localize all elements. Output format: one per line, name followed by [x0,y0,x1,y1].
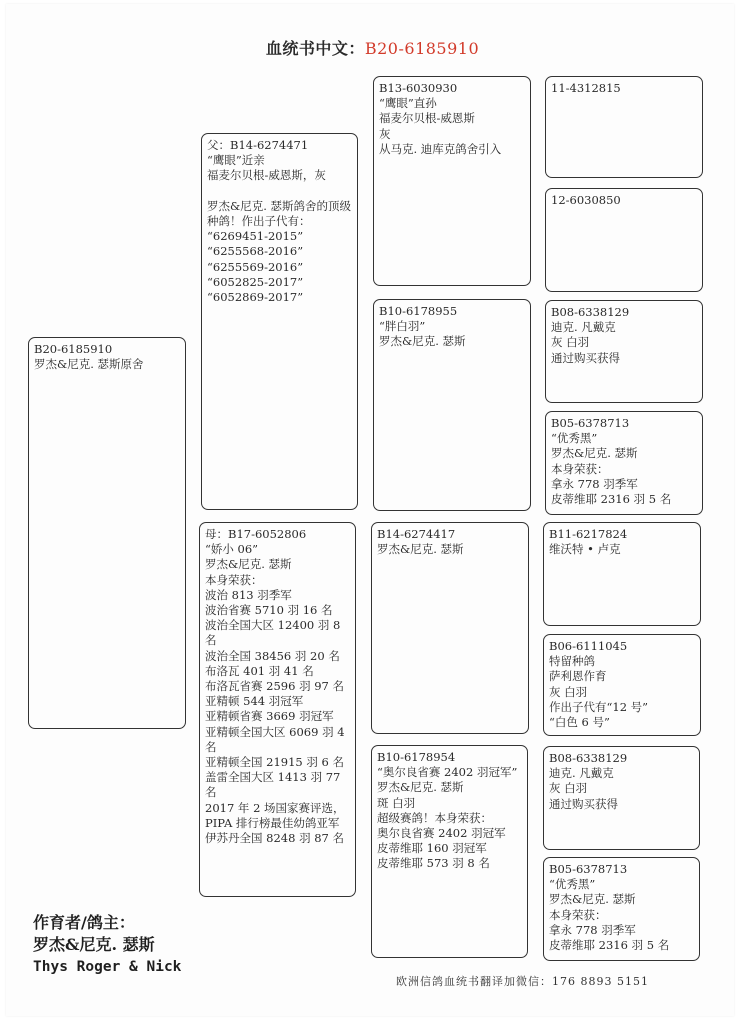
card-line: 罗杰&尼克. 瑟斯 [377,780,464,795]
card-line: 亚精顿 544 羽冠军 [205,694,304,709]
page-title [0,36,745,59]
dam-dam-card [371,745,528,958]
dam-sire-sire-card [543,522,701,626]
card-line: B08-6338129 [549,751,628,765]
card-line: 超级赛鸽！本身荣获： [377,810,492,825]
card-line: 灰 白羽 [549,781,588,796]
card-line: “6269451-2015” [207,229,304,244]
sire-dam-sire-card [545,300,703,403]
card-line: 本身荣获： [551,461,609,476]
card-line: 波治省赛 5710 羽 16 名 [205,603,333,618]
card-line: 伊苏丹全国 8248 羽 87 名 [205,831,345,846]
breeder-name-en: Thys Roger & Nick [33,959,182,975]
card-line: B20-6185910 [34,342,113,356]
card-line: “奥尔良省赛 2402 羽冠军” [377,765,518,780]
sire-sire-card [373,76,531,286]
sire-sire-sire-card [545,76,703,178]
card-line: 灰 [379,126,391,141]
card-line [207,184,352,199]
card-line: 波治全国大区 12400 羽 8 名 [205,618,345,648]
title-label: 血统书中文： [265,39,365,58]
dam-dam-sire-card [543,746,700,850]
card-line: 亚精顿全国 21915 羽 6 名 [205,755,345,770]
card-line: 灰 白羽 [551,335,590,350]
sire-dam-card [373,299,531,511]
title-ring-number: B20-6185910 [364,39,480,58]
card-line: 福麦尔贝根-威恩斯 [379,111,475,126]
card-line: 本身荣获： [205,572,263,587]
card-line: 拿永 778 羽季军 [551,476,638,491]
card-line: “鹰眼”直孙 [379,96,437,111]
card-line: “娇小 06” [205,542,259,557]
card-line: 盖雷全国大区 1413 羽 77 名 [205,770,345,800]
card-line: B05-6378713 [549,862,628,876]
card-line: 迪克. 凡戴克 [551,320,616,335]
sire-sire-dam-card [545,188,703,292]
card-line: 罗杰&尼克. 瑟斯 [377,542,464,557]
card-line: 维沃特 • 卢克 [549,542,621,557]
card-line: 本身荣获： [549,907,607,922]
card-line: B14-6274417 [377,527,456,541]
card-line: 罗杰&尼克. 瑟斯原舍 [34,357,144,372]
breeder-name-cn: 罗杰&尼克. 瑟斯 [33,935,155,954]
card-line: B13-6030930 [379,81,458,95]
card-line: B08-6338129 [551,305,630,319]
card-line: “白色 6 号” [549,715,610,730]
translator-contact: 欧洲信鸽血统书翻译加微信：176 8893 5151 [396,975,649,988]
card-line: “6052869-2017” [207,290,304,305]
dam-sire-dam-card [543,634,701,736]
card-line: 亚精顿省赛 3669 羽冠军 [205,709,334,724]
card-line: 通过购买获得 [549,796,618,811]
card-line: 皮蒂维耶 573 羽 8 名 [377,856,490,871]
card-line: 皮蒂维耶 2316 羽 5 名 [549,938,670,953]
card-line: 迪克. 凡戴克 [549,766,614,781]
card-line: 灰 白羽 [549,684,588,699]
card-line: 波治 813 羽季军 [205,587,292,602]
card-line: B06-6111045 [549,639,628,653]
breeder-label: 作育者/鸽主： [33,913,135,932]
card-line: 罗杰&尼克. 瑟斯 [551,446,638,461]
card-line: 布洛瓦省赛 2596 羽 97 名 [205,679,345,694]
sire-card [201,133,358,510]
dam-dam-dam-card [543,857,700,961]
card-line: 罗杰&尼克. 瑟斯鸽舍的顶级种鸽！作出子代有： [207,198,352,229]
card-line: “6255569-2016” [207,259,304,274]
card-line: 福麦尔贝根-威恩斯，灰 [207,168,326,183]
card-line: 亚精顿全国大区 6069 羽 4 名 [205,724,349,754]
card-line: 2017 年 2 场国家赛评选，PIPA 排行榜最佳幼鸽亚军 [205,800,345,830]
card-line: B10-6178954 [377,750,456,764]
dam-card [199,522,356,897]
card-line: 罗杰&尼克. 瑟斯 [549,892,636,907]
card-line: “6255568-2016” [207,244,304,259]
card-line: 父：B14-6274471 [207,138,309,152]
dam-sire-card [371,522,529,734]
card-line: 奥尔良省赛 2402 羽冠军 [377,826,506,841]
subject-pigeon-card [28,337,186,729]
card-line: 12-6030850 [551,193,621,207]
card-line: 作出子代有“12 号” [549,699,649,714]
card-line: B11-6217824 [549,527,628,541]
card-line: “优秀黑” [551,431,598,446]
card-line: 萨利恩作育 [549,669,607,684]
card-line: 斑 白羽 [377,795,416,810]
card-line: 罗杰&尼克. 瑟斯 [379,334,466,349]
card-line: 从马克. 迪库克鸽舍引入 [379,141,502,156]
card-line: 特留种鸽 [549,654,595,669]
card-line: 拿永 778 羽季军 [549,922,636,937]
card-line: 皮蒂维耶 2316 羽 5 名 [551,492,672,507]
card-line: “优秀黑” [549,877,596,892]
card-line: “鹰眼”近亲 [207,153,265,168]
card-line: 布洛瓦 401 羽 41 名 [205,663,314,678]
card-line: 罗杰&尼克. 瑟斯 [205,557,292,572]
card-line: B05-6378713 [551,416,630,430]
card-line: “6052825-2017” [207,274,304,289]
card-line: “胖白羽” [379,319,426,334]
card-line: 11-4312815 [551,81,621,95]
sire-dam-dam-card [545,411,703,515]
card-line: B10-6178955 [379,304,458,318]
breeder-block [33,912,181,978]
card-line: 通过购买获得 [551,350,620,365]
card-line: 波治全国 38456 羽 20 名 [205,648,340,663]
card-line: 母：B17-6052806 [205,527,307,541]
card-line: 皮蒂维耶 160 羽冠军 [377,841,487,856]
